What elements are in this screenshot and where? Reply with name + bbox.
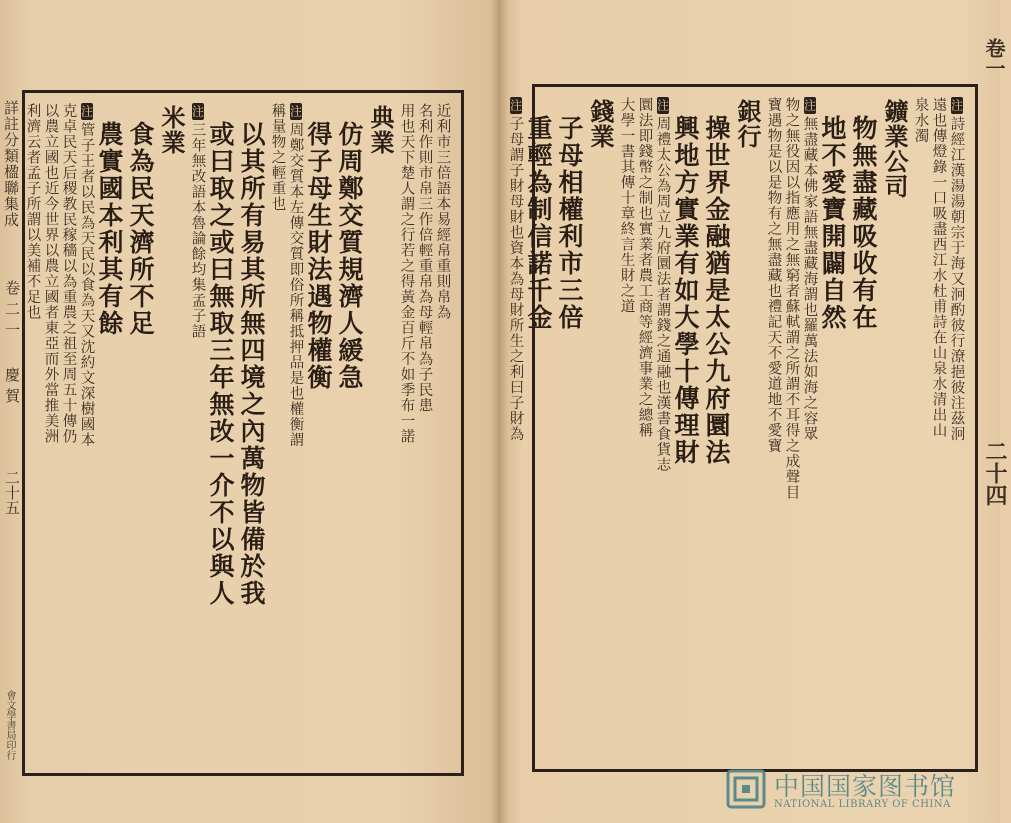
couplet-line: 食為民天濟所不足	[126, 121, 155, 337]
right-folio-number: 二十四	[982, 440, 1008, 506]
section-heading: 米業	[157, 105, 186, 155]
couplet-line: 地不愛寶開闢自然	[818, 115, 847, 331]
left_page-column	[270, 103, 285, 212]
commentary-text: 寶遇物是以是物有之無盡藏也禮記天不愛道地不愛寶	[765, 97, 782, 454]
couplet-line: 操世界金融猶是太公九府圜法	[702, 115, 731, 466]
volume-label: 卷一	[982, 38, 1006, 78]
commentary-text: 以農立國也近今世界以農立國者東亞而外當推美洲	[42, 103, 59, 444]
right_page-column	[508, 97, 523, 442]
couplet-line: 物無盡藏吸收有在	[849, 115, 878, 331]
publisher-label: 會文學書局印行	[4, 690, 15, 760]
right_page-column	[820, 115, 845, 331]
section-heading: 銀行	[733, 99, 762, 149]
left_page-column	[337, 121, 362, 391]
commentary-text: 詩經江漢湯湯朝宗于海又泂酌彼行潦挹彼注茲泂	[948, 116, 965, 442]
commentary-text: 管子王者以民為天民以食為天又沈約文深樹國本	[78, 122, 95, 448]
section-heading: 錢業	[586, 99, 615, 149]
left_page-column	[306, 121, 331, 391]
left_page-column	[208, 121, 233, 607]
library-name-cn: 中国国家图书馆	[774, 772, 957, 801]
commentary-text: 周禮太公為周立九府圜法者謂錢之通融也漢書食貨志	[654, 116, 671, 473]
right_page-column	[766, 97, 781, 454]
left_page-column	[25, 103, 40, 320]
annotation-marker: 注	[949, 99, 964, 112]
left_page-column	[190, 103, 205, 339]
right_page-column	[673, 115, 698, 466]
left-text-frame	[22, 90, 464, 776]
couplet-line: 子母相權利市三倍	[555, 115, 584, 331]
book-title: 詳註分類楹聯集成	[2, 100, 20, 228]
annotation-marker: 注	[79, 105, 94, 118]
annotation-marker: 注	[508, 99, 523, 112]
commentary-text: 大學一書其傳十章終言生財之道	[618, 97, 635, 314]
right_page-column	[931, 97, 946, 438]
right_page-column	[851, 115, 876, 331]
right_page-column	[637, 97, 652, 438]
left_page-column	[97, 121, 122, 337]
commentary-text: 三年無改語本魯論餘均集孟子語	[189, 122, 206, 339]
right_page-column	[586, 99, 615, 149]
annotation-marker: 注	[288, 105, 303, 118]
right_page-column	[557, 115, 582, 331]
commentary-text: 物之無役因以指應用之無窮者蘇軾謂之所謂不耳得之成聲目	[783, 97, 800, 500]
left_page-column	[399, 103, 414, 444]
library-name-en: NATIONAL LIBRARY OF CHINA	[774, 799, 951, 810]
annotation-marker: 注	[190, 105, 205, 118]
commentary-text: 用也天下楚人謂之行若之得黃金百斤不如季布一諾	[398, 103, 415, 444]
couplet-line: 農實國本利其有餘	[95, 121, 124, 337]
commentary-text: 遠也傳燈錄一口吸盡西江水杜甫詩在山泉水清出山	[930, 97, 947, 438]
right_page-column	[733, 99, 762, 149]
left_page-column	[239, 121, 264, 607]
commentary-text: 子母謂子財母財也資本為母財所生之利曰子財為	[507, 116, 524, 442]
couplet-line: 興地方實業有如大學十傳理財	[671, 115, 700, 466]
commentary-text: 利濟云者孟子所謂以美補不足也	[24, 103, 41, 320]
library-watermark	[726, 765, 996, 817]
right_page-column	[704, 115, 729, 466]
right_page-column	[619, 97, 634, 314]
left_page-column	[79, 103, 94, 448]
commentary-text: 名利作則市帛三作倍輕重帛為母輕帛為子民患	[416, 103, 433, 413]
left-folio-number: 二十五	[3, 470, 21, 515]
right_page-column	[526, 115, 551, 331]
section-heading: 鑛業公司	[880, 99, 909, 199]
left_page-column	[435, 103, 450, 320]
book-gutter	[490, 0, 508, 823]
library-logo-icon	[726, 769, 766, 809]
right_page-column	[880, 99, 909, 199]
left_page-column	[417, 103, 432, 413]
couplet-line: 或曰取之或曰無取三年無改一介不以與人	[206, 121, 235, 607]
commentary-text: 圜法即錢幣之制也實業者農工商等經濟事業之總稱	[636, 97, 653, 438]
right_page-column	[802, 97, 817, 442]
left_page-column	[61, 103, 76, 444]
commentary-text: 周鄭交質本左傳交質即俗所稱抵押品是也權衡謂	[287, 122, 304, 448]
left_page-column	[43, 103, 58, 444]
right-text-frame	[507, 84, 978, 772]
couplet-line: 重輕為制信諾千金	[524, 115, 553, 331]
commentary-text: 近利市三倍語本易經帛重則帛為	[434, 103, 451, 320]
section-heading: 典業	[366, 105, 395, 155]
right_page-column	[655, 97, 670, 473]
left_page-column	[366, 105, 395, 155]
right_page-column	[913, 97, 928, 144]
chapter-label: 卷二一 慶賀	[3, 280, 21, 409]
commentary-text: 無盡藏本佛家語無盡藏海謂也羅萬法如海之容眾	[801, 116, 818, 442]
couplet-line: 得子母生財法遇物權衡	[304, 121, 333, 391]
right_page-column	[949, 97, 964, 442]
left_page-column	[157, 105, 186, 155]
annotation-marker: 注	[802, 99, 817, 112]
commentary-text: 稱量物之輕重也	[269, 103, 286, 212]
right_page-column	[784, 97, 799, 500]
commentary-text: 克卓民天后稷教民稼穡以為重農之祖至周五十傳仍	[60, 103, 77, 444]
left_page-column	[128, 121, 153, 337]
annotation-marker: 注	[655, 99, 670, 112]
left_page-column	[288, 103, 303, 448]
couplet-line: 以其所有易其所無四境之內萬物皆備於我	[237, 121, 266, 607]
couplet-line: 仿周鄭交質規濟人緩急	[335, 121, 364, 391]
commentary-text: 泉水濁	[912, 97, 929, 144]
